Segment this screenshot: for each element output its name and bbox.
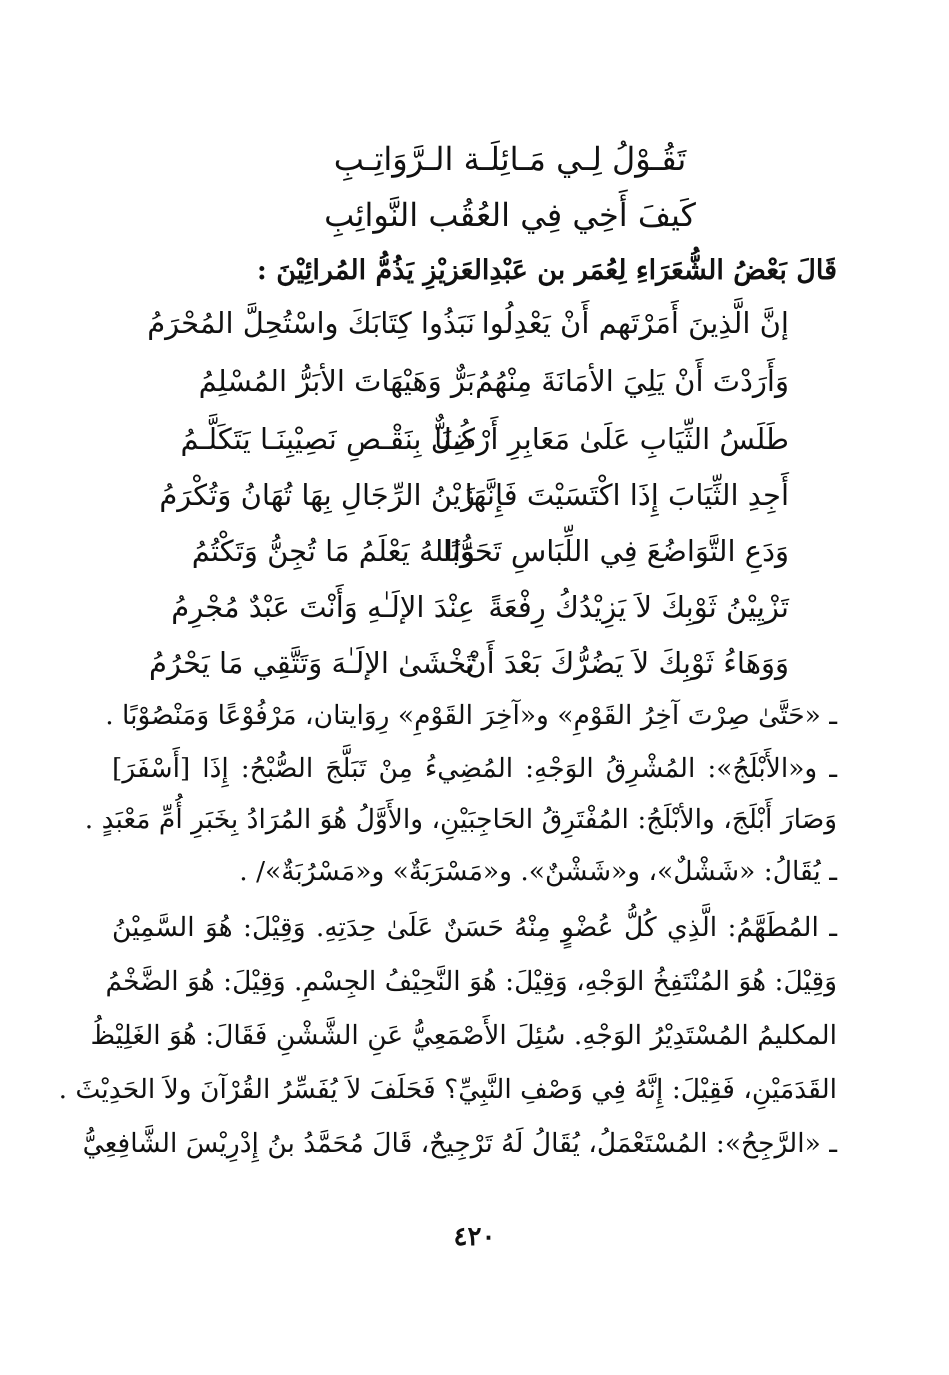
verse-1-hemistich-2: نَبَذُوا كِتَابَكَ واسْتُحِلَّ المُحْرَمُ	[147, 306, 475, 340]
note-line-9: ـ «الرَّجِحُ»: المُسْتَعْمَلُ، يُقَالُ لَهُ تَرْجِيحٌ، قَالَ مُحَمَّدُ بنُ إِدْرِيْسَ الشَّافِعِيُّ	[82, 1128, 837, 1159]
verse-5-hemistich-2: وَاللهُ يَعْلَمُ مَا تُجِنُّ وَتَكْتُمُ	[191, 534, 475, 568]
note-line-3: وَصَارَ أَبْلَجَ، والأبْلَجُ: المُفْتَرِقُ الحَاجِبَيْنِ، والأَوَّلُ هُوَ المُرَادُ بِخَبَرِ أُمِّ مَعْبَدٍ .	[84, 804, 837, 835]
note-line-7: المكليمُ المُسْتَدِيْرُ الوَجْهِ. سُئِلَ الأَصْمَعِيُّ عَنِ الشَّشْنِ فَقَالَ: هُوَ الغَلِيْظُ	[90, 1020, 837, 1051]
page-number: ٤٢٠	[453, 1222, 496, 1252]
verse-2-hemistich-2: بَرٌّ وَهَيْهَاتَ الأبَرُّ المُسْلِمُ	[198, 364, 475, 398]
note-line-5: ـ المُطَهَّمُ: الَّذِي كُلُّ عُضْوٍ مِنْهُ حَسَنٌ عَلَىٰ حِدَتِهِ. وَقِيْلَ: هُوَ السَّمِيْنُ	[112, 912, 837, 943]
verse-2-hemistich-1: وَأَرَدْتَ أَنْ يَلِيَ الأمَانَةَ مِنْهُمُ	[475, 364, 789, 398]
verse-1-hemistich-1: إنَّ الَّذِينَ أَمَرْتَهم أَنْ يَعْدِلُوا	[481, 306, 789, 340]
note-line-6: وَقِيْلَ: هُوَ المُنْتَفِخُ الوَجْهِ، وَقِيْلَ: هُوَ النَّحِيْفُ الجِسْمِ. وَقِيْلَ: هُوَ الضَّخْمُ	[105, 966, 837, 997]
note-line-1: ـ «حَتَّىٰ صِرْتَ آخِرُ القَوْمِ» و«آخِرَ القَوْمِ» رِوَايتان، مَرْفُوْعًا وَمَنْصُوْبًا .	[105, 700, 837, 731]
verse-3-hemistich-1: طَلَسُ الثِّيَابِ عَلَىٰ مَعَابِرِ أَرْضِنَا	[434, 422, 789, 456]
verse-4-hemistich-2: زَيْنُ الرِّجَالِ بِهَا تُهَانُ وَتُكْرَمُ	[159, 478, 475, 512]
couplet-line-2: كَيفَ أَخِي فِي العُقُب النَّوائِبِ	[324, 196, 696, 234]
verse-6-hemistich-1: تَزْيِيْنُ ثَوْبِكَ لاَ يَزِيْدُكُ رِفْعَةً	[488, 590, 789, 624]
couplet-line-1: تَقُـوْلُ لِـي مَـائِلَـة الـرَّوَاتِـبِ	[333, 140, 687, 178]
verse-7-hemistich-2: تَخْشَىٰ الإلَـٰهَ وَتَتَّقِي مَا يَحْرُمُ	[149, 646, 475, 680]
verse-intro: قَالَ بَعْضُ الشُّعَرَاءِ لِعُمَر بن عَبْدِالعَزيْزِ يَذُمُّ المُرائِيْنَ :	[256, 255, 837, 286]
note-line-4: ـ يُقَالُ: «شَشْلٌ»، و«شَشْنٌ». و«مَسْرَبَةٌ» و«مَسْرُبَةٌ»/ .	[239, 856, 837, 887]
verse-4-hemistich-1: أَجِدِ الثِّيَابَ إِذَا اكْتَسَيْتَ فَإِنَّهَا	[464, 478, 789, 512]
verse-6-hemistich-2: عِنْدَ الإلَـٰهِ وَأَنْتَ عَبْدٌ مُجْرِمُ	[171, 590, 475, 624]
note-line-8: القَدَمَيْنِ، فَقِيْلَ: إِنَّهُ فِي وَصْفِ النَّبِيِّ؟ فَحَلَفَ لاَ يُفَسِّرُ القُرْآنَ ولاَ الحَدِيْثَ .	[58, 1074, 837, 1105]
verse-5-hemistich-1: وَدَعِ التَّوَاضُعَ فِي اللِّبَاسِ تَحَوُّبًا	[442, 534, 789, 568]
verse-7-hemistich-1: وَوَهَاءُ ثَوْبِكَ لاَ يَضُرُّكَ بَعْدَ أَنْ	[465, 646, 789, 680]
verse-3-hemistich-2: كُـلٌّ بِنَقْـصِ نَصِيْبِنَـا يَتَكَلَّـمُ	[180, 422, 475, 456]
note-line-2: ـ و«الأَبْلَجُ»: المُشْرِقُ الوَجْهِ: المُضِيءُ مِنْ تَبَلَّجَ الصُّبْحُ: إِذَا [أَسْفَرَ]	[112, 753, 837, 784]
